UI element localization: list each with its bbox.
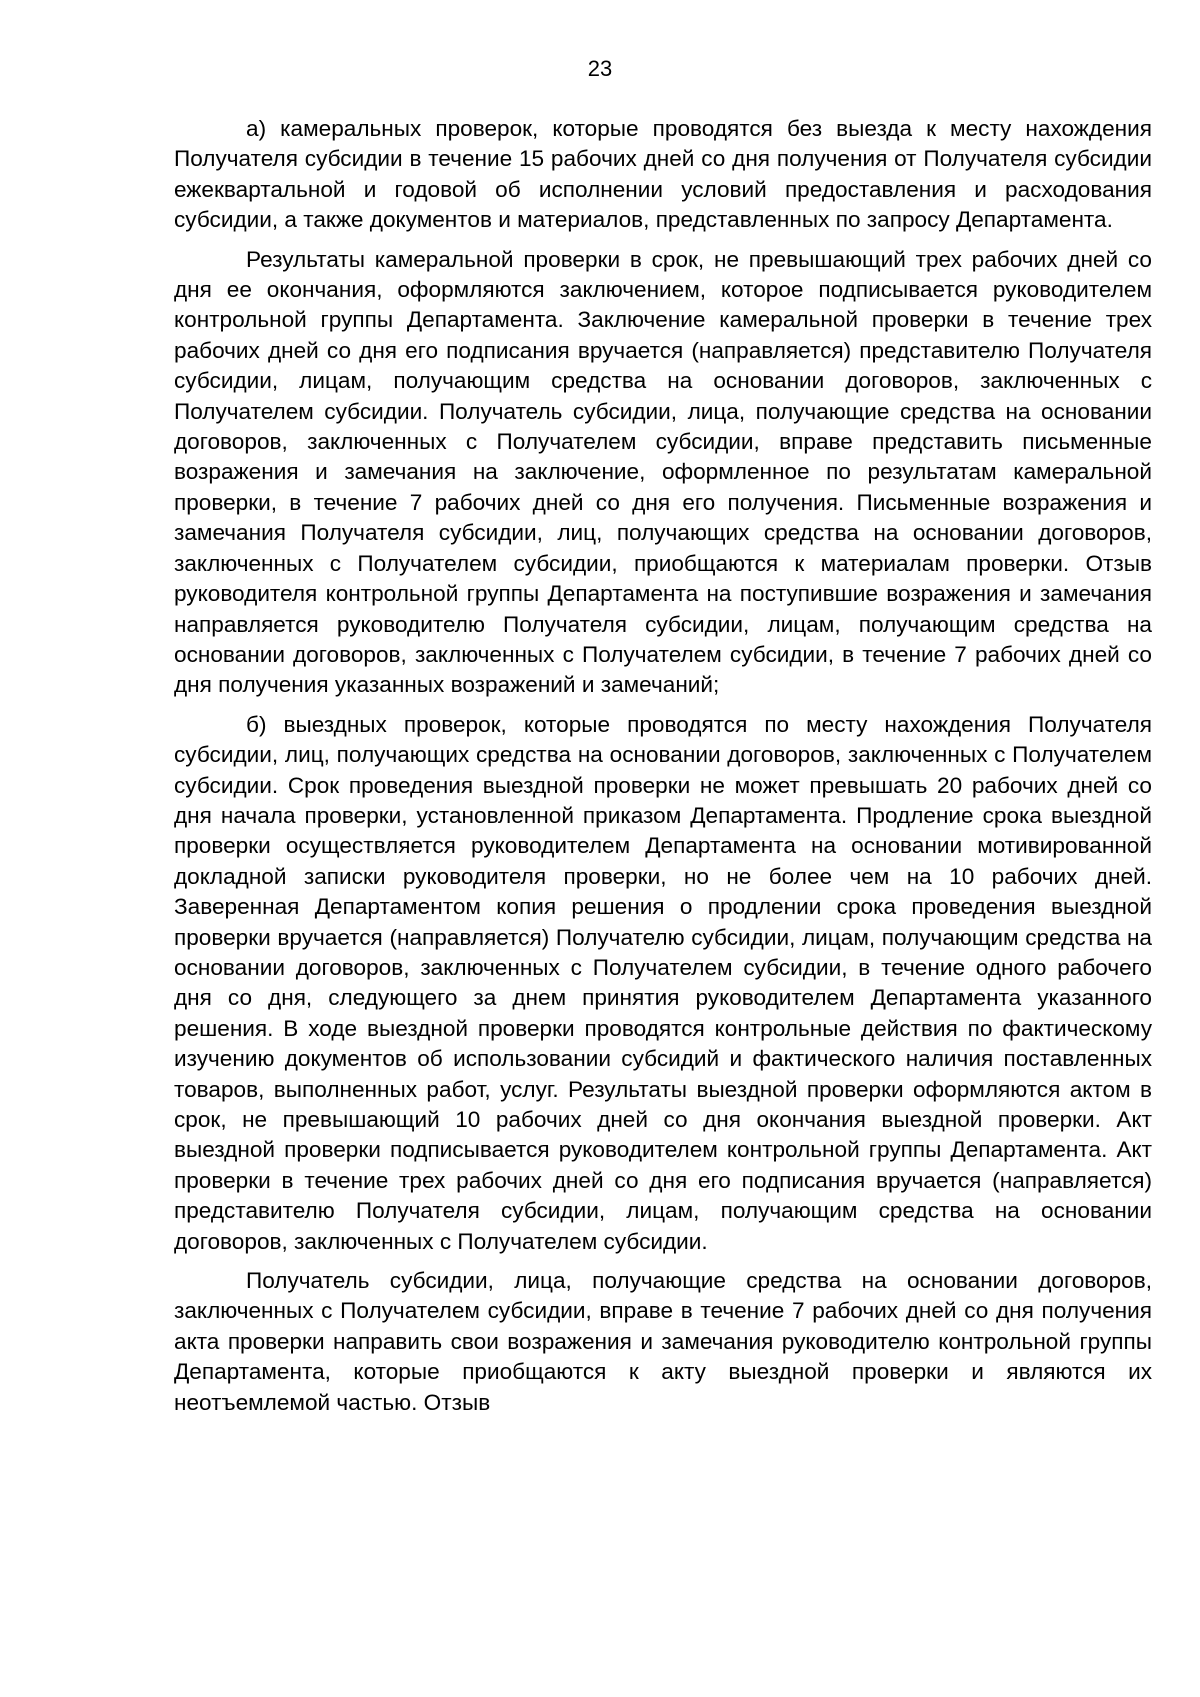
document-body (174, 114, 1152, 1418)
page-number: 23 (587, 56, 613, 81)
paragraph-vozrazheniya-po-aktu: Получатель субсидии, лица, получающие средства на основании договоров, заключенных с Получателем субсидии, вправе в течение 7 рабочих дней со дня получения акта проверки направить свои возражения и замечания руководителю контрольной группы Департамента, которые приобщаются к акту выездной проверки и являются их неотъемлемой частью. Отзыв (174, 1268, 1152, 1415)
paragraph-kameralnye-proverki: а) камеральных проверок, которые проводятся без выезда к месту нахождения Получателя субсидии в течение 15 рабочих дней со дня получения от Получателя субсидии ежеквартальной и годовой об исполнении условий предоставления и расходования субсидии, а также документов и материалов, представленных по запросу Департамента. (174, 116, 1152, 233)
paragraph-vyezdnye-proverki: б) выездных проверок, которые проводятся по месту нахождения Получателя субсидии, лиц, получающих средства на основании договоров, заключенных с Получателем субсидии. Срок проведения выездной проверки не может превышать 20 рабочих дней со дня начала проверки, установленной приказом Департамента. Продление срока выездной проверки осуществляется руководителем Департамента на основании мотивированной докладной записки руководителя проверки, но не более чем на 10 рабочих дней. Заверенная Департаментом копия решения о продлении срока проведения выездной проверки вручается (направляется) Получателю субсидии, лицам, получающим средства на основании договоров, заключенных с Получателем субсидии, в течение одного рабочего дня со дня, следующего за днем принятия руководителем Департамента указанного решения. В ходе выездной проверки проводятся контрольные действия по фактическому изучению документов об использовании субсидий и фактического наличия поставленных товаров, выполненных работ, услуг. Результаты выездной проверки оформляются актом в срок, не превышающий 10 рабочих дней со дня окончания выездной проверки. Акт выездной проверки подписывается руководителем контрольной группы Департамента. Акт проверки в течение трех рабочих дней со дня его подписания вручается (направляется) представителю Получателя субсидии, лицам, получающим средства на основании договоров, заключенных с Получателем субсидии. (174, 711, 1152, 1254)
paragraph-rezultaty-kameralnoy-proverki: Результаты камеральной проверки в срок, не превышающий трех рабочих дней со дня ее окончания, оформляются заключением, которое подписывается руководителем контрольной группы Департамента. Заключение камеральной проверки в течение трех рабочих дней со дня его подписания вручается (направляется) представителю Получателя субсидии, лицам, получающим средства на основании договоров, заключенных с Получателем субсидии. Получатель субсидии, лица, получающие средства на основании договоров, заключенных с Получателем субсидии, вправе представить письменные возражения и замечания на заключение, оформленное по результатам камеральной проверки, в течение 7 рабочих дней со дня его получения. Письменные возражения и замечания Получателя субсидии, лиц, получающих средства на основании договоров, заключенных с Получателем субсидии, приобщаются к материалам проверки. Отзыв руководителя контрольной группы Департамента на поступившие возражения и замечания направляется руководителю Получателя субсидии, лицам, получающим средства на основании договоров, заключенных с Получателем субсидии, в течение 7 рабочих дней со дня получения указанных возражений и замечаний; (174, 246, 1152, 698)
